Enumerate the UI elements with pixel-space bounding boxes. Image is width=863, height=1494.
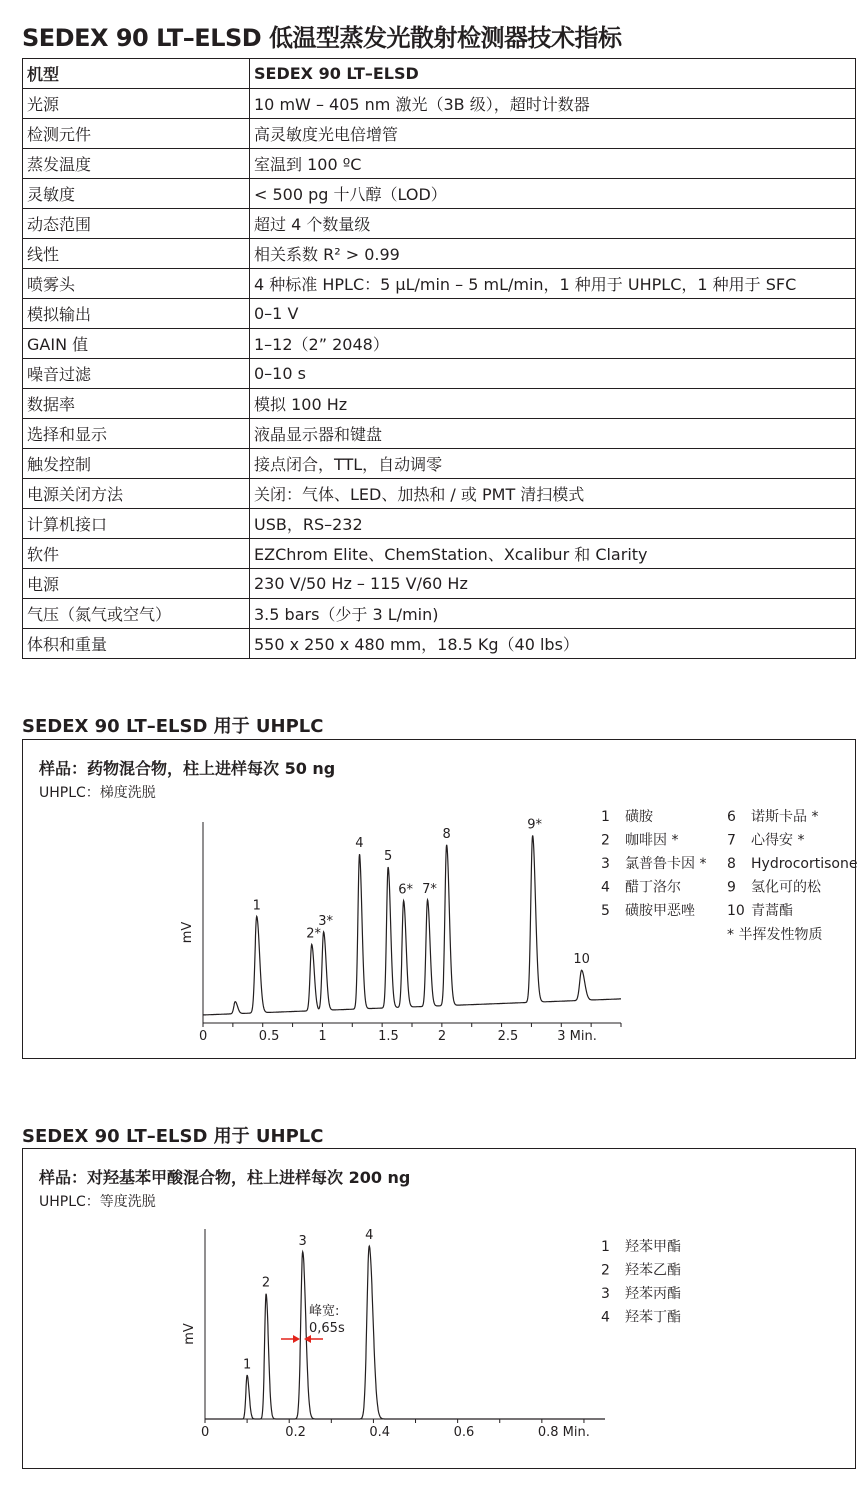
peak-label: 3* (318, 913, 334, 929)
peak-width-label: 峰宽: (309, 1304, 340, 1319)
spec-name-cell: 体积和重量 (23, 629, 250, 659)
spec-name-cell: 计算机接口 (23, 509, 250, 539)
legend-compound: 羟苯甲酯 (625, 1239, 681, 1255)
legend-number: 1 (601, 1239, 610, 1255)
x-tick-label: 0 (199, 1029, 208, 1044)
spec-name-cell: 选择和显示 (23, 419, 250, 449)
legend-compound: Hydrocortisone (751, 856, 858, 872)
table-row (23, 569, 856, 599)
table-row (23, 329, 856, 359)
legend-compound: 磺胺 (625, 809, 653, 825)
legend-compound: 羟苯丁酯 (625, 1309, 681, 1326)
spec-value-cell: 室温到 100 ºC (250, 149, 856, 179)
peak-label: 6* (398, 882, 414, 898)
peak-label: 3 (298, 1233, 307, 1249)
peak-width-value: 0,65s (309, 1321, 345, 1336)
sample-label-2: 样品：对羟基苯甲酸混合物，柱上进样每次 200 ng (39, 1168, 411, 1187)
legend-number: 5 (601, 903, 610, 919)
legend-number: 2 (601, 832, 610, 849)
chart-panel-1 (22, 739, 856, 1059)
table-row (23, 449, 856, 479)
chromatogram-1 (23, 740, 857, 1060)
spec-value-cell: 高灵敏度光电倍增管 (250, 119, 856, 149)
method-label-2: UHPLC：等度洗脱 (39, 1194, 156, 1210)
x-tick-label: 0 (201, 1425, 210, 1440)
table-row (23, 359, 856, 389)
legend-number: 7 (727, 832, 736, 849)
page-title: SEDEX 90 LT–ELSD 低温型蒸发光散射检测器技术指标 (22, 24, 622, 52)
peak-label: 9* (527, 817, 543, 833)
spec-name-cell: 软件 (23, 539, 250, 569)
legend-compound: 氢化可的松 (751, 879, 821, 896)
table-row (23, 629, 856, 659)
spec-name-cell: 电源 (23, 569, 250, 599)
spec-value-cell: 10 mW – 405 nm 激光（3B 级），超时计数器 (250, 89, 856, 119)
spec-name-cell: 机型 (23, 59, 250, 89)
x-tick-label: 3 Min. (557, 1029, 597, 1044)
legend-compound: 青蒿酯 (751, 903, 793, 919)
peak-label: 2 (261, 1275, 271, 1291)
x-tick-label: 1 (318, 1029, 327, 1044)
chromatogram-2 (23, 1149, 857, 1470)
spec-name-cell: 灵敏度 (23, 179, 250, 209)
legend-number: 2 (601, 1262, 610, 1279)
spec-value-cell: 230 V/50 Hz – 115 V/60 Hz (250, 569, 856, 599)
chromatogram-trace (205, 1246, 605, 1419)
peak-label: 1 (242, 1357, 252, 1373)
table-row (23, 89, 856, 119)
spec-name-cell: 蒸发温度 (23, 149, 250, 179)
spec-name-cell: 动态范围 (23, 209, 250, 239)
table-row (23, 209, 856, 239)
legend-compound: 磺胺甲恶唑 (625, 903, 695, 919)
spec-name-cell: 噪音过滤 (23, 359, 250, 389)
legend-number: 6 (727, 809, 736, 825)
chromatogram-trace (203, 832, 621, 1015)
spec-name-cell: 气压（氮气或空气） (23, 599, 250, 629)
y-axis-label: mV (180, 921, 195, 944)
legend-compound: 羟苯丙酯 (625, 1286, 681, 1302)
spec-value-cell: 接点闭合，TTL，自动调零 (250, 449, 856, 479)
table-row (23, 119, 856, 149)
x-tick-label: 1.5 (378, 1029, 399, 1044)
spec-value-cell: 关闭：气体、LED、加热和 / 或 PMT 清扫模式 (250, 479, 856, 509)
peak-label: 5 (383, 849, 393, 865)
table-row (23, 509, 856, 539)
table-row (23, 149, 856, 179)
section-title-2: SEDEX 90 LT–ELSD 用于 UHPLC (22, 1126, 324, 1147)
spec-value-cell: 0–1 V (250, 299, 856, 329)
spec-value-cell: 模拟 100 Hz (250, 389, 856, 419)
spec-value-cell: 1–12（2” 2048） (250, 329, 856, 359)
legend-compound: 羟苯乙酯 (625, 1262, 681, 1279)
table-row (23, 419, 856, 449)
legend-compound: 诺斯卡品 * (751, 809, 819, 825)
spec-name-cell: 喷雾头 (23, 269, 250, 299)
legend-compound: 氯普鲁卡因 * (625, 856, 707, 872)
spec-name-cell: 电源关闭方法 (23, 479, 250, 509)
y-axis-label: mV (182, 1323, 197, 1345)
spec-value-cell: EZChrom Elite、ChemStation、Xcalibur 和 Clarity (250, 539, 856, 569)
spec-name-cell: 模拟输出 (23, 299, 250, 329)
table-row (23, 479, 856, 509)
arrow-right-icon (304, 1335, 311, 1343)
peak-label: 10 (573, 952, 590, 968)
peak-label: 8 (442, 826, 451, 842)
legend-number: 3 (601, 856, 610, 872)
legend-number: 4 (601, 1309, 610, 1326)
peak-label: 1 (252, 898, 261, 914)
table-row (23, 299, 856, 329)
specs-table (22, 58, 856, 659)
spec-value-cell: 液晶显示器和键盘 (250, 419, 856, 449)
spec-value-cell: 4 种标准 HPLC：5 µL/min – 5 mL/min，1 种用于 UHPLC，1 种用于 SFC (250, 269, 856, 299)
x-tick-label: 0.5 (258, 1029, 280, 1044)
x-tick-label: 0.2 (285, 1425, 306, 1440)
legend-number: 4 (601, 879, 610, 896)
legend-compound: 醋丁洛尔 (625, 879, 681, 896)
legend-footnote: * 半挥发性物质 (727, 927, 823, 943)
spec-name-cell: 线性 (23, 239, 250, 269)
spec-value-cell: 超过 4 个数量级 (250, 209, 856, 239)
section-title-1: SEDEX 90 LT–ELSD 用于 UHPLC (22, 716, 324, 737)
legend-number: 9 (727, 879, 736, 896)
x-tick-label: 0.4 (369, 1425, 391, 1440)
x-tick-label: 2.5 (497, 1029, 519, 1044)
peak-label: 4 (365, 1228, 374, 1244)
x-tick-label: 2 (437, 1029, 447, 1044)
chart-panel-2 (22, 1148, 856, 1469)
table-header-row (23, 59, 856, 89)
method-label-1: UHPLC：梯度洗脱 (39, 785, 156, 801)
arrow-left-icon (293, 1335, 300, 1343)
x-tick-label: 0.8 Min. (537, 1425, 590, 1440)
sample-label-1: 样品：药物混合物，柱上进样每次 50 ng (39, 759, 336, 778)
spec-value-cell: 3.5 bars（少于 3 L/min) (250, 599, 856, 629)
table-row (23, 539, 856, 569)
peak-label: 7* (422, 881, 437, 897)
spec-value-cell: 550 x 250 x 480 mm，18.5 Kg（40 lbs） (250, 629, 856, 659)
legend-number: 1 (601, 809, 610, 825)
spec-name-cell: 触发控制 (23, 449, 250, 479)
spec-value-cell: 0–10 s (250, 359, 856, 389)
x-tick-label: 0.6 (453, 1425, 475, 1440)
table-row (23, 389, 856, 419)
table-row (23, 239, 856, 269)
spec-value-cell: USB，RS–232 (250, 509, 856, 539)
table-row (23, 179, 856, 209)
table-row (23, 269, 856, 299)
legend-number: 8 (727, 856, 736, 872)
legend-compound: 心得安 * (751, 832, 805, 849)
spec-value-cell: < 500 pg 十八醇（LOD） (250, 179, 856, 209)
spec-name-cell: 检测元件 (23, 119, 250, 149)
spec-value-cell: SEDEX 90 LT–ELSD (250, 59, 856, 89)
spec-value-cell: 相关系数 R² > 0.99 (250, 239, 856, 269)
spec-name-cell: GAIN 值 (23, 329, 250, 359)
peak-label: 2* (306, 926, 322, 942)
spec-name-cell: 光源 (23, 89, 250, 119)
legend-number: 10 (727, 903, 745, 919)
legend-number: 3 (601, 1286, 610, 1302)
legend-compound: 咖啡因 * (625, 832, 679, 849)
spec-name-cell: 数据率 (23, 389, 250, 419)
peak-label: 4 (355, 836, 364, 852)
table-row (23, 599, 856, 629)
